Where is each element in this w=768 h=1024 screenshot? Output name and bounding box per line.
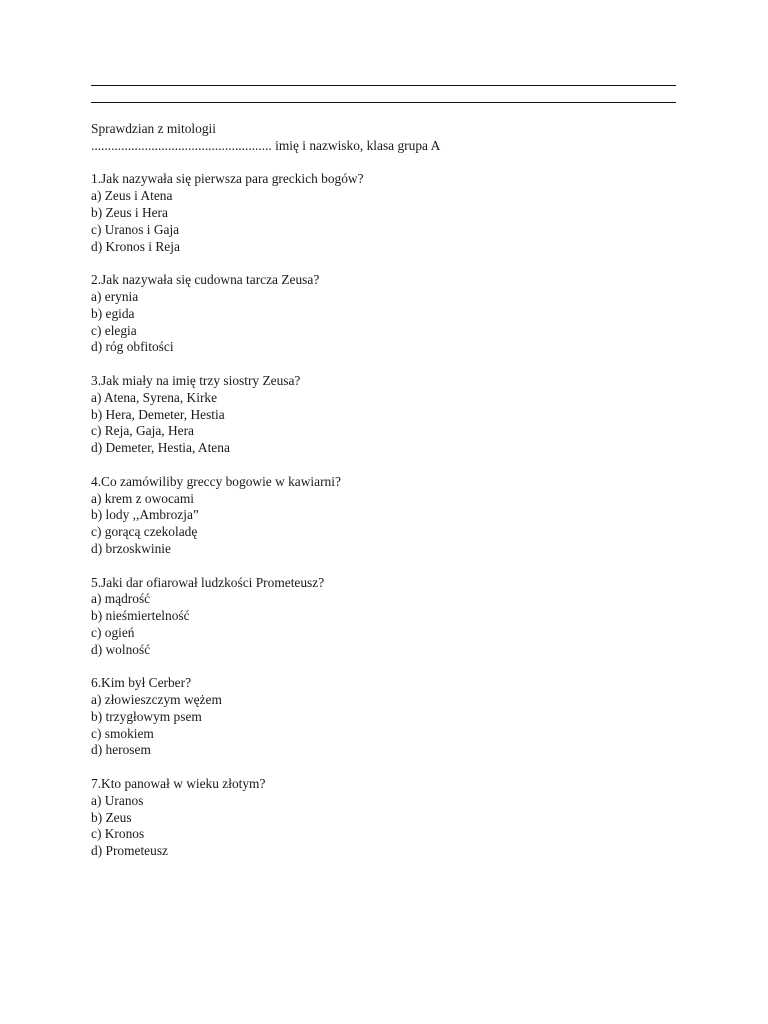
answer-option: d) róg obfitości bbox=[91, 339, 174, 355]
answer-option: b) Hera, Demeter, Hestia bbox=[91, 406, 225, 422]
answer-option: d) herosem bbox=[91, 742, 151, 758]
question-7 bbox=[91, 776, 691, 860]
document-header bbox=[91, 121, 691, 155]
answer-option: a) Atena, Syrena, Kirke bbox=[91, 389, 218, 405]
answer-option: c) Kronos bbox=[91, 826, 145, 842]
question-5 bbox=[91, 575, 691, 659]
question-text: 5.Jaki dar ofiarował ludzkości Prometeusz? bbox=[91, 574, 325, 590]
question-text: 3.Jak miały na imię trzy siostry Zeusa? bbox=[91, 372, 301, 388]
question-text: 7.Kto panował w wieku złotym? bbox=[91, 776, 266, 792]
answer-option: a) złowieszczym wężem bbox=[91, 692, 222, 708]
question-text: 2.Jak nazywała się cudowna tarcza Zeusa? bbox=[91, 272, 320, 288]
answer-option: a) Zeus i Atena bbox=[91, 188, 173, 204]
answer-option: b) egida bbox=[91, 305, 135, 321]
answer-option: d) Prometeusz bbox=[91, 843, 168, 859]
answer-option: c) gorącą czekoladę bbox=[91, 524, 198, 540]
question-3 bbox=[91, 373, 691, 457]
document-title: Sprawdzian z mitologii bbox=[91, 121, 216, 136]
question-4 bbox=[91, 474, 691, 558]
question-text: 6.Kim był Cerber? bbox=[91, 675, 192, 691]
answer-option: c) elegia bbox=[91, 322, 137, 338]
answer-option: a) mądrość bbox=[91, 591, 151, 607]
answer-option: c) Reja, Gaja, Hera bbox=[91, 423, 194, 439]
test-document bbox=[91, 121, 691, 860]
answer-option: a) krem z owocami bbox=[91, 490, 194, 506]
answer-option: b) lody ,,Ambrozja” bbox=[91, 507, 199, 523]
answer-option: d) brzoskwinie bbox=[91, 540, 171, 556]
name-class-line: ...................................................... imię i nazwisko, klasa grupa A bbox=[91, 137, 441, 153]
header-rule-bottom bbox=[91, 102, 676, 103]
answer-option: c) ogień bbox=[91, 624, 135, 640]
question-2 bbox=[91, 272, 691, 356]
answer-option: b) nieśmiertelność bbox=[91, 608, 190, 624]
answer-option: b) Zeus i Hera bbox=[91, 204, 168, 220]
answer-option: d) wolność bbox=[91, 641, 151, 657]
question-text: 4.Co zamówiliby greccy bogowie w kawiarni? bbox=[91, 473, 341, 489]
answer-option: b) Zeus bbox=[91, 809, 132, 825]
header-rule-top bbox=[91, 85, 676, 86]
answer-option: c) Uranos i Gaja bbox=[91, 221, 180, 237]
question-6 bbox=[91, 675, 691, 759]
answer-option: c) smokiem bbox=[91, 725, 154, 741]
answer-option: a) erynia bbox=[91, 288, 139, 304]
question-text: 1.Jak nazywała się pierwsza para greckich bogów? bbox=[91, 171, 364, 187]
answer-option: d) Kronos i Reja bbox=[91, 238, 180, 254]
answer-option: b) trzygłowym psem bbox=[91, 708, 202, 724]
question-1 bbox=[91, 171, 691, 255]
answer-option: d) Demeter, Hestia, Atena bbox=[91, 440, 230, 456]
answer-option: a) Uranos bbox=[91, 792, 144, 808]
